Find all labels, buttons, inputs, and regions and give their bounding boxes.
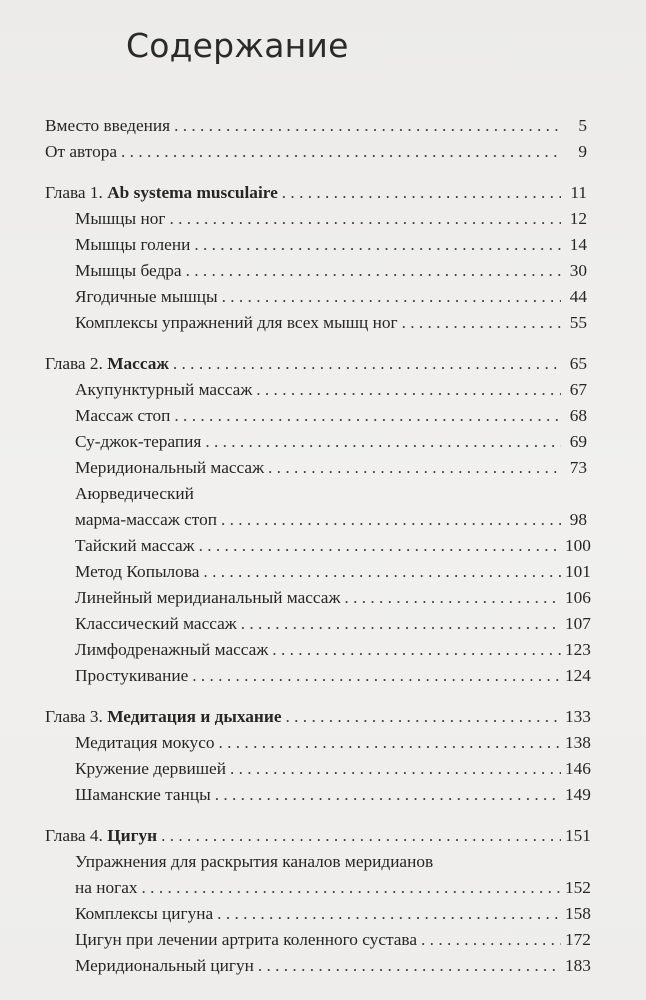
leader-dots (199, 533, 561, 559)
toc-subentry[interactable] (45, 663, 591, 689)
chapter-name: Цигун (107, 826, 158, 845)
toc-subentry[interactable] (45, 507, 587, 533)
toc-page-number: 146 (565, 759, 591, 778)
chapter-prefix: Глава 2. (45, 354, 108, 373)
toc-subentry[interactable] (45, 782, 591, 808)
toc-subentry[interactable] (45, 875, 591, 901)
toc-entry-label: Мышцы бедра (75, 261, 182, 280)
toc-subentry[interactable] (45, 403, 587, 429)
toc-entry-label-line1: Аюрведический (75, 484, 194, 503)
toc-page-number: 11 (570, 183, 587, 202)
page-title: Содержание (126, 26, 349, 65)
toc-page-number: 172 (565, 930, 591, 949)
toc-subentry-first-line[interactable] (45, 849, 587, 875)
toc-subentry[interactable] (45, 559, 591, 585)
toc-entry-label-line1: Упражнения для раскрытия каналов меридианов (75, 852, 434, 871)
toc-subentry[interactable] (45, 637, 591, 663)
leader-dots (258, 953, 561, 979)
leader-dots (222, 284, 561, 310)
chapter-entry[interactable] (45, 823, 591, 849)
chapter-entry[interactable] (45, 704, 591, 730)
toc-page-number: 12 (569, 209, 587, 228)
leader-dots (268, 455, 561, 481)
chapter-entry[interactable] (45, 180, 587, 206)
leader-dots (282, 180, 561, 206)
toc-page-number: 149 (565, 785, 591, 804)
toc-page-number: 55 (569, 313, 587, 332)
leader-dots (241, 611, 561, 637)
toc-page-number: 124 (565, 666, 591, 685)
leader-dots (192, 663, 561, 689)
toc-subentry[interactable] (45, 585, 591, 611)
leader-dots (230, 756, 561, 782)
toc-page-number: 73 (569, 458, 587, 477)
toc-page-number: 30 (569, 261, 587, 280)
toc-subentry[interactable] (45, 953, 591, 979)
toc-entry-label: Меридиональный массаж (75, 458, 265, 477)
toc-page-number: 183 (565, 956, 591, 975)
toc-subentry[interactable] (45, 611, 591, 637)
chapter-prefix: Глава 4. (45, 826, 108, 845)
leader-dots (194, 232, 561, 258)
toc-entry-label: Кружение дервишей (75, 759, 226, 778)
leader-dots (402, 310, 561, 336)
chapter-name: Массаж (107, 354, 169, 373)
toc-page-number: 44 (569, 287, 587, 306)
leader-dots (142, 875, 561, 901)
toc-page-number: 5 (578, 116, 587, 135)
toc-page-number: 69 (569, 432, 587, 451)
leader-dots (203, 559, 561, 585)
toc-subentry[interactable] (45, 756, 591, 782)
toc-entry-label: Мышцы ног (75, 209, 166, 228)
chapter-label (45, 704, 282, 730)
toc-entry-label: Метод Копылова (75, 562, 200, 581)
toc-entry-label: От автора (45, 142, 118, 161)
toc-entry-label: Су-джок-терапия (75, 432, 202, 451)
toc-subentry-first-line[interactable] (45, 481, 587, 507)
toc-entry-label: Классический массаж (75, 614, 237, 633)
toc-entry[interactable] (45, 139, 587, 165)
toc-page-number: 152 (565, 878, 591, 897)
toc-page-number: 101 (565, 562, 591, 581)
toc-page-number: 151 (565, 826, 591, 845)
toc-page-number: 123 (565, 640, 591, 659)
toc-page-number: 67 (569, 380, 587, 399)
leader-dots (121, 139, 561, 165)
toc-entry-label: Комплексы цигуна (75, 904, 214, 923)
toc-entry-label: Тайский массаж (75, 536, 195, 555)
toc-entry-label: Цигун при лечении артрита коленного сустава (75, 930, 418, 949)
chapter-name: Ab systema musculaire (107, 183, 278, 202)
chapter-prefix: Глава 1. (45, 183, 108, 202)
toc-page-number: 65 (569, 354, 587, 373)
toc-subentry[interactable] (45, 284, 587, 310)
leader-dots (205, 429, 561, 455)
toc-entry[interactable] (45, 113, 587, 139)
leader-dots (173, 351, 561, 377)
toc-subentry[interactable] (45, 377, 587, 403)
toc-entry-label: Меридиональный цигун (75, 956, 254, 975)
toc-subentry[interactable] (45, 310, 587, 336)
toc-page-number: 68 (569, 406, 587, 425)
leader-dots (272, 637, 561, 663)
leader-dots (161, 823, 561, 849)
leader-dots (174, 113, 561, 139)
toc-entry-label: Вместо введения (45, 116, 171, 135)
chapter-entry[interactable] (45, 351, 587, 377)
toc-page-number: 14 (569, 235, 587, 254)
chapter-label (45, 351, 169, 377)
leader-dots (221, 507, 561, 533)
chapter-name: Медитация и дыхание (107, 707, 282, 726)
toc-subentry[interactable] (45, 927, 591, 953)
toc-subentry[interactable] (45, 232, 587, 258)
toc-page-number: 106 (565, 588, 591, 607)
leader-dots (215, 782, 561, 808)
toc-subentry[interactable] (45, 730, 591, 756)
toc-page-number: 100 (565, 536, 591, 555)
toc-page-number: 138 (565, 733, 591, 752)
chapter-prefix: Глава 3. (45, 707, 108, 726)
leader-dots (169, 206, 561, 232)
leader-dots (186, 258, 561, 284)
leader-dots (217, 901, 561, 927)
toc-entry-label: марма-массаж стоп (75, 510, 217, 529)
toc-entry-label: Комплексы упражнений для всех мышц ног (75, 313, 398, 332)
toc-subentry[interactable] (45, 206, 587, 232)
toc-entry-label: Ягодичные мышцы (75, 287, 218, 306)
toc-subentry[interactable] (45, 533, 591, 559)
leader-dots (219, 730, 562, 756)
toc-page-number: 133 (565, 707, 591, 726)
leader-dots (344, 585, 561, 611)
chapter-label (45, 823, 157, 849)
toc-entry-label: на ногах (75, 878, 138, 897)
toc-entry-label: Медитация мокусо (75, 733, 215, 752)
leader-dots (286, 704, 561, 730)
toc-page-number: 98 (569, 510, 587, 529)
leader-dots (174, 403, 561, 429)
toc-entry-label: Мышцы голени (75, 235, 191, 254)
toc-entry-label: Простукивание (75, 666, 189, 685)
toc-page-number: 9 (578, 142, 587, 161)
toc-page-number: 158 (565, 904, 591, 923)
leader-dots (256, 377, 561, 403)
chapter-label (45, 180, 278, 206)
toc-entry-label: Лимфодренажный массаж (75, 640, 269, 659)
toc-entry-label: Массаж стоп (75, 406, 171, 425)
toc-subentry[interactable] (45, 455, 587, 481)
toc-entry-label: Линейный меридианальный массаж (75, 588, 341, 607)
leader-dots (421, 927, 561, 953)
toc-subentry[interactable] (45, 258, 587, 284)
toc-subentry[interactable] (45, 901, 591, 927)
table-of-contents (45, 113, 591, 979)
toc-entry-label: Шаманские танцы (75, 785, 211, 804)
toc-entry-label: Акупунктурный массаж (75, 380, 253, 399)
toc-page-number: 107 (565, 614, 591, 633)
toc-subentry[interactable] (45, 429, 587, 455)
